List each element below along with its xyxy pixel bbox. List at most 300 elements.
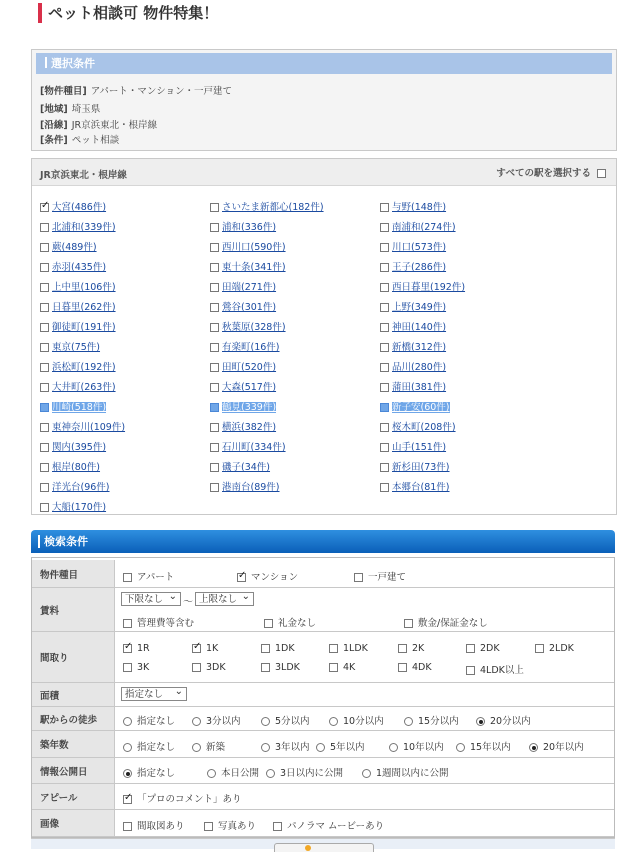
layout-option[interactable]: [261, 662, 300, 673]
station-item[interactable]: [40, 379, 116, 393]
station-checkbox[interactable]: [210, 303, 219, 312]
published-option-radio[interactable]: [123, 769, 132, 778]
walk-option-radio[interactable]: [329, 717, 338, 726]
condition-key: [地域]: [40, 104, 68, 115]
rent-row: [32, 588, 614, 632]
station-item[interactable]: [380, 259, 446, 273]
station-item[interactable]: [210, 259, 286, 273]
layout-option-cb[interactable]: [466, 644, 475, 653]
station-link[interactable]: 与野(148件): [392, 202, 447, 213]
rent-max-select[interactable]: 上限なし ⌄: [195, 592, 254, 606]
walk-option-radio[interactable]: [404, 717, 413, 726]
station-link[interactable]: 川口(573件): [392, 242, 447, 253]
station-checkbox[interactable]: [210, 323, 219, 332]
image-label: 画像: [32, 810, 115, 836]
published-option-text: 3日以内に公開: [280, 768, 344, 779]
station-checkbox[interactable]: [210, 243, 219, 252]
station-link[interactable]: 大宮(486件): [52, 202, 107, 213]
layout-option-text: 2K: [412, 643, 425, 654]
layout-option-cb[interactable]: [329, 663, 338, 672]
appeal-option-text: 「プロのコメント」あり: [137, 794, 242, 805]
station-link[interactable]: 東京(75件): [52, 342, 101, 353]
published-option[interactable]: [207, 765, 259, 779]
image-option[interactable]: [123, 818, 185, 832]
age-option-radio[interactable]: [192, 743, 201, 752]
type-option-cb[interactable]: [237, 573, 246, 582]
selected-conditions-panel: [31, 49, 617, 151]
station-item[interactable]: [380, 419, 456, 433]
station-checkbox[interactable]: [380, 443, 389, 452]
layout-option-text: 2DK: [480, 643, 500, 654]
layout-option[interactable]: [466, 643, 500, 654]
station-link[interactable]: 新杉田(73件): [392, 462, 450, 473]
rent-option-text: 管理費等含む: [137, 618, 195, 629]
station-link[interactable]: 上中里(106件): [52, 282, 116, 293]
property-type-label: 物件種目: [32, 560, 115, 587]
station-link[interactable]: 根岸(80件): [52, 462, 101, 473]
walk-option-text: 10分以内: [343, 716, 384, 727]
station-link[interactable]: 東十条(341件): [222, 262, 286, 273]
station-item[interactable]: [380, 299, 446, 313]
age-option-text: 新築: [206, 742, 226, 753]
published-option-text: 1週間以内に公開: [376, 768, 449, 779]
station-link[interactable]: 洋光台(96件): [52, 482, 110, 493]
station-link[interactable]: 田町(520件): [222, 362, 277, 373]
walk-option[interactable]: [329, 713, 384, 727]
station-link[interactable]: 有楽町(16件): [222, 342, 280, 353]
station-link[interactable]: 日暮里(262件): [52, 302, 116, 313]
image-option-text: 間取図あり: [137, 821, 185, 832]
station-checkbox[interactable]: [210, 203, 219, 212]
published-option-text: 本日公開: [221, 768, 260, 779]
image-option-text: パノラマ ムービーあり: [287, 821, 385, 832]
layout-option-text: 4DK: [412, 662, 432, 673]
station-link[interactable]: 西日暮里(192件): [392, 282, 466, 293]
station-item[interactable]: [210, 459, 270, 473]
station-link[interactable]: さいたま新都心(182件): [222, 202, 324, 213]
station-link[interactable]: 鶴見(339件): [222, 402, 277, 413]
station-item[interactable]: [210, 479, 280, 493]
walk-option-text: 20分以内: [490, 716, 531, 727]
rent-option-cb[interactable]: [264, 619, 273, 628]
search-conditions-title: 検索条件: [38, 535, 88, 548]
station-checkbox[interactable]: [40, 383, 49, 392]
rent-option-cb[interactable]: [123, 619, 132, 628]
layout-option-cb[interactable]: [261, 663, 270, 672]
walk-option-text: 15分以内: [418, 716, 459, 727]
layout-option[interactable]: [261, 643, 295, 654]
type-option[interactable]: [123, 569, 174, 583]
station-item[interactable]: [210, 419, 276, 433]
age-option-radio[interactable]: [316, 743, 325, 752]
station-checkbox[interactable]: [380, 483, 389, 492]
walk-option-radio[interactable]: [192, 717, 201, 726]
selected-condition-row: [40, 101, 100, 115]
station-item[interactable]: [40, 439, 106, 453]
image-option-cb[interactable]: [204, 822, 213, 831]
type-option-text: マンション: [251, 572, 299, 583]
station-item[interactable]: [380, 319, 446, 333]
walk-option-text: 5分以内: [275, 716, 310, 727]
age-option[interactable]: [192, 739, 225, 753]
station-link[interactable]: 北浦和(339件): [52, 222, 116, 233]
station-checkbox[interactable]: [380, 403, 389, 412]
age-option[interactable]: [316, 739, 365, 753]
layout-option-cb[interactable]: [466, 666, 475, 675]
published-option-radio[interactable]: [207, 769, 216, 778]
layout-option-cb[interactable]: [398, 663, 407, 672]
age-row: [32, 731, 614, 758]
image-row: [32, 810, 614, 837]
published-option-text: 指定なし: [137, 768, 176, 779]
station-checkbox[interactable]: [210, 363, 219, 372]
station-checkbox[interactable]: [210, 403, 219, 412]
layout-option-text: 4K: [343, 662, 356, 673]
station-item[interactable]: [40, 419, 125, 433]
station-item[interactable]: [380, 459, 450, 473]
condition-value: アパート・マンション・一戸建て: [90, 86, 233, 97]
layout-label: 間取り: [32, 632, 115, 682]
station-checkbox[interactable]: [210, 423, 219, 432]
published-option-radio[interactable]: [266, 769, 275, 778]
station-item[interactable]: [210, 379, 276, 393]
station-checkbox[interactable]: [210, 343, 219, 352]
age-option[interactable]: [529, 739, 584, 753]
layout-option-text: 1R: [137, 643, 150, 654]
station-item[interactable]: [40, 499, 106, 513]
station-link[interactable]: 大船(170件): [52, 502, 107, 513]
layout-option[interactable]: [466, 662, 524, 676]
station-checkbox[interactable]: [40, 463, 49, 472]
station-item[interactable]: [380, 279, 465, 293]
station-link[interactable]: 関内(395件): [52, 442, 107, 453]
rent-min-select[interactable]: 下限なし ⌄: [121, 592, 181, 606]
selected-condition-row: [40, 117, 157, 131]
walk-option-radio[interactable]: [261, 717, 270, 726]
search-conditions-heading: [31, 530, 615, 553]
select-all-stations[interactable]: [496, 165, 606, 179]
station-link[interactable]: 神田(140件): [392, 322, 447, 333]
station-checkbox[interactable]: [380, 323, 389, 332]
type-option[interactable]: [237, 569, 298, 583]
station-link[interactable]: 王子(286件): [392, 262, 447, 273]
station-item[interactable]: [210, 279, 276, 293]
layout-option-cb[interactable]: [123, 644, 132, 653]
layout-option-cb[interactable]: [261, 644, 270, 653]
layout-option[interactable]: [329, 643, 368, 654]
walk-option[interactable]: [123, 713, 175, 727]
layout-option-cb[interactable]: [329, 644, 338, 653]
age-option[interactable]: [389, 739, 444, 753]
condition-value: 埼玉県: [71, 104, 101, 115]
station-checkbox[interactable]: [40, 503, 49, 512]
appeal-option[interactable]: [123, 791, 242, 805]
published-label: 情報公開日: [32, 758, 115, 783]
layout-option-text: 1K: [206, 643, 219, 654]
station-link[interactable]: 蕨(489件): [52, 242, 97, 253]
image-option-cb[interactable]: [123, 822, 132, 831]
station-item[interactable]: [210, 299, 276, 313]
type-option-text: アパート: [137, 572, 175, 583]
station-checkbox[interactable]: [210, 463, 219, 472]
condition-key: [物件種目]: [40, 86, 87, 97]
area-select[interactable]: 指定なし ⌄: [121, 687, 187, 701]
station-link[interactable]: 東神奈川(109件): [52, 422, 126, 433]
walk-option[interactable]: [404, 713, 459, 727]
area-label: 面積: [32, 683, 115, 706]
condition-key: [沿線]: [40, 120, 68, 131]
layout-option-cb[interactable]: [192, 644, 201, 653]
station-checkbox[interactable]: [40, 223, 49, 232]
station-item[interactable]: [40, 319, 116, 333]
published-option[interactable]: [123, 765, 175, 779]
rent-label: 賃料: [32, 588, 115, 631]
station-link[interactable]: 横浜(382件): [222, 422, 277, 433]
select-all-checkbox[interactable]: [597, 169, 606, 178]
station-checkbox[interactable]: [40, 483, 49, 492]
condition-value: JR京浜東北・根岸線: [71, 120, 158, 131]
station-checkbox[interactable]: [210, 383, 219, 392]
age-option-text: 3年以内: [275, 742, 310, 753]
layout-row: [32, 632, 614, 683]
station-item[interactable]: [210, 359, 276, 373]
selected-conditions-heading: 選択条件: [36, 53, 612, 74]
station-link[interactable]: 上野(349件): [392, 302, 447, 313]
walk-option[interactable]: [261, 713, 310, 727]
station-link[interactable]: 新橋(312件): [392, 342, 447, 353]
age-option-radio[interactable]: [261, 743, 270, 752]
station-item[interactable]: [210, 439, 286, 453]
rent-option[interactable]: [123, 615, 194, 629]
layout-option-cb[interactable]: [192, 663, 201, 672]
layout-option[interactable]: [535, 643, 574, 654]
layout-option[interactable]: [123, 662, 149, 673]
published-option-radio[interactable]: [362, 769, 371, 778]
station-checkbox[interactable]: [210, 223, 219, 232]
station-checkbox[interactable]: [40, 363, 49, 372]
layout-option[interactable]: [123, 643, 150, 654]
station-item[interactable]: [210, 399, 276, 413]
station-checkbox[interactable]: [380, 223, 389, 232]
station-item[interactable]: [40, 399, 106, 413]
walk-option[interactable]: [192, 713, 241, 727]
age-option[interactable]: [456, 739, 511, 753]
station-link[interactable]: 品川(280件): [392, 362, 447, 373]
station-link[interactable]: 西川口(590件): [222, 242, 286, 253]
published-option[interactable]: [362, 765, 449, 779]
station-checkbox[interactable]: [380, 383, 389, 392]
age-option[interactable]: [261, 739, 310, 753]
station-item[interactable]: [210, 239, 286, 253]
station-item[interactable]: [380, 199, 446, 213]
station-checkbox[interactable]: [40, 323, 49, 332]
station-link[interactable]: 磯子(34件): [222, 462, 271, 473]
station-checkbox[interactable]: [210, 483, 219, 492]
station-checkbox[interactable]: [40, 303, 49, 312]
age-option-text: 5年以内: [330, 742, 365, 753]
layout-option-text: 1LDK: [343, 643, 368, 654]
layout-option-text: 2LDK: [549, 643, 574, 654]
station-link[interactable]: 御徒町(191件): [52, 322, 116, 333]
station-checkbox[interactable]: [380, 263, 389, 272]
station-link[interactable]: 大森(517件): [222, 382, 277, 393]
station-item[interactable]: [380, 439, 446, 453]
station-item[interactable]: [40, 459, 100, 473]
layout-option-text: 1DK: [275, 643, 295, 654]
selected-condition-row: [40, 132, 119, 146]
station-checkbox[interactable]: [40, 283, 49, 292]
station-link[interactable]: 秋葉原(328件): [222, 322, 286, 333]
station-link[interactable]: 蒲田(381件): [392, 382, 447, 393]
walk-option[interactable]: [476, 713, 531, 727]
rent-option[interactable]: [404, 615, 488, 629]
station-link[interactable]: 浦和(336件): [222, 222, 277, 233]
station-item[interactable]: [40, 359, 116, 373]
rent-tilde: 〜: [183, 597, 193, 608]
page-title: ペット相談可 物件特集！: [38, 3, 218, 23]
layout-option-cb[interactable]: [123, 663, 132, 672]
station-link[interactable]: 大井町(263件): [52, 382, 116, 393]
published-row: [32, 758, 614, 784]
station-panel-header: [32, 159, 616, 186]
walk-option-text: 3分以内: [206, 716, 241, 727]
station-link[interactable]: 南浦和(274件): [392, 222, 456, 233]
property-type-row: [32, 560, 614, 588]
image-option-text: 写真あり: [218, 821, 257, 832]
station-item[interactable]: [210, 319, 286, 333]
image-option[interactable]: [204, 818, 256, 832]
station-link[interactable]: 港南台(89件): [222, 482, 280, 493]
select-all-label: すべての駅を選択する: [496, 168, 591, 179]
rent-option-text: 敷金/保証金なし: [418, 618, 488, 629]
condition-value: ペット相談: [71, 135, 120, 146]
station-item[interactable]: [210, 219, 276, 233]
station-item[interactable]: [380, 239, 446, 253]
station-checkbox[interactable]: [40, 243, 49, 252]
station-item[interactable]: [40, 479, 110, 493]
station-item[interactable]: [40, 219, 116, 233]
station-item[interactable]: [40, 259, 106, 273]
station-checkbox[interactable]: [380, 423, 389, 432]
station-link[interactable]: 鶯谷(301件): [222, 302, 277, 313]
station-checkbox[interactable]: [380, 243, 389, 252]
age-label: 築年数: [32, 731, 115, 757]
station-item[interactable]: [380, 359, 446, 373]
layout-option[interactable]: [192, 643, 218, 654]
station-checkbox[interactable]: [40, 263, 49, 272]
age-option-text: 指定なし: [137, 742, 176, 753]
station-item[interactable]: [40, 339, 100, 353]
layout-option[interactable]: [398, 662, 432, 673]
station-item[interactable]: [40, 299, 116, 313]
rent-option-cb[interactable]: [404, 619, 413, 628]
age-option-text: 20年以内: [543, 742, 584, 753]
station-checkbox[interactable]: [40, 403, 49, 412]
age-option[interactable]: [123, 739, 175, 753]
station-item[interactable]: [40, 279, 116, 293]
layout-option-cb[interactable]: [398, 644, 407, 653]
type-option[interactable]: [354, 569, 406, 583]
area-row: [32, 683, 614, 707]
layout-option-text: 4LDK以上: [480, 665, 524, 676]
station-item[interactable]: [380, 219, 456, 233]
station-checkbox[interactable]: [380, 203, 389, 212]
type-option-cb[interactable]: [354, 573, 363, 582]
condition-key: [条件]: [40, 135, 68, 146]
station-item[interactable]: [40, 239, 97, 253]
station-link[interactable]: 山手(151件): [392, 442, 447, 453]
station-item[interactable]: [380, 399, 450, 413]
station-link[interactable]: 赤羽(435件): [52, 262, 107, 273]
station-item[interactable]: [40, 199, 106, 213]
layout-option[interactable]: [192, 662, 226, 673]
image-option[interactable]: [273, 818, 384, 832]
rent-option-text: 礼金なし: [278, 618, 317, 629]
station-link[interactable]: 新子安(60件): [392, 402, 450, 413]
station-link[interactable]: 石川町(334件): [222, 442, 286, 453]
age-option-radio[interactable]: [123, 743, 132, 752]
station-link[interactable]: 桜木町(208件): [392, 422, 456, 433]
age-option-radio[interactable]: [529, 743, 538, 752]
appeal-label: アピール: [32, 784, 115, 809]
station-checkbox[interactable]: [380, 463, 389, 472]
age-option-radio[interactable]: [456, 743, 465, 752]
station-checkbox[interactable]: [380, 283, 389, 292]
layout-option-cb[interactable]: [535, 644, 544, 653]
rent-option[interactable]: [264, 615, 316, 629]
station-link[interactable]: 川崎(518件): [52, 402, 107, 413]
published-option[interactable]: [266, 765, 343, 779]
station-panel: [31, 158, 617, 515]
line-name: JR京浜東北・根岸線: [40, 170, 127, 181]
station-item[interactable]: [210, 199, 324, 213]
station-checkbox[interactable]: [40, 423, 49, 432]
layout-option-text: 3K: [137, 662, 150, 673]
layout-option[interactable]: [398, 643, 424, 654]
type-option-text: 一戸建て: [368, 572, 407, 583]
layout-option-text: 3LDK: [275, 662, 300, 673]
station-link[interactable]: 本郷台(81件): [392, 482, 450, 493]
station-checkbox[interactable]: [40, 343, 49, 352]
selected-condition-row: [40, 83, 232, 97]
station-link[interactable]: 浜松町(192件): [52, 362, 116, 373]
layout-option-text: 3DK: [206, 662, 226, 673]
station-checkbox[interactable]: [380, 343, 389, 352]
type-option-cb[interactable]: [123, 573, 132, 582]
station-item[interactable]: [210, 339, 280, 353]
station-checkbox[interactable]: [380, 363, 389, 372]
station-checkbox[interactable]: [40, 443, 49, 452]
walk-label: 駅からの徒歩: [32, 707, 115, 730]
walk-option-radio[interactable]: [123, 717, 132, 726]
layout-option[interactable]: [329, 662, 355, 673]
station-item[interactable]: [380, 479, 450, 493]
station-item[interactable]: [380, 339, 446, 353]
age-option-radio[interactable]: [389, 743, 398, 752]
walk-option-radio[interactable]: [476, 717, 485, 726]
appeal-option-cb[interactable]: [123, 795, 132, 804]
station-link[interactable]: 田端(271件): [222, 282, 277, 293]
station-checkbox[interactable]: [210, 263, 219, 272]
image-option-cb[interactable]: [273, 822, 282, 831]
station-item[interactable]: [380, 379, 446, 393]
station-checkbox[interactable]: [210, 443, 219, 452]
age-option-text: 10年以内: [403, 742, 444, 753]
station-checkbox[interactable]: [210, 283, 219, 292]
station-checkbox[interactable]: [40, 203, 49, 212]
walk-row: [32, 707, 614, 731]
station-checkbox[interactable]: [380, 303, 389, 312]
